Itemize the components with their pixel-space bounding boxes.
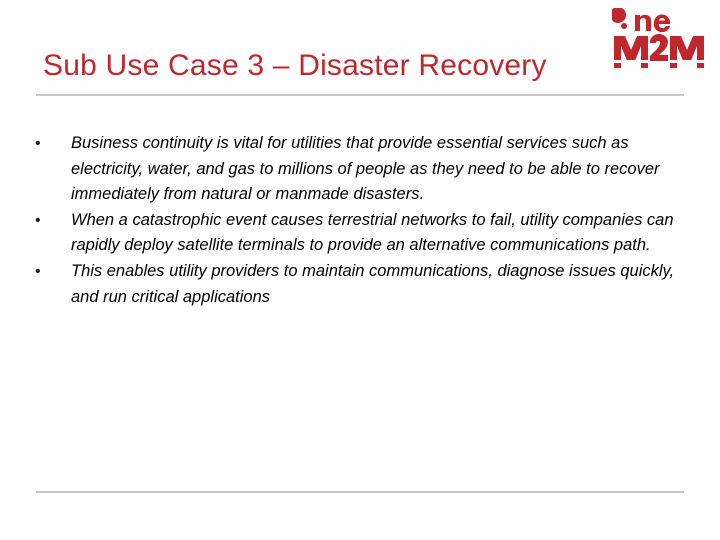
bullet-text: When a catastrophic event causes terrestrial networks to fail, utility companies can rapidly deploy satellite terminals to provide an alternative communications path. (71, 210, 674, 255)
bullet-item (34, 208, 684, 259)
onem2m-logo (612, 8, 710, 74)
bullet-dot-icon: • (35, 262, 41, 280)
bullet-text: Business continuity is vital for utilities that provide essential services such as electricity, water, and gas to millions of people as they need to be able to recover immediately from natural or manmade disasters. (71, 134, 660, 204)
bullet-dot-icon: • (35, 211, 41, 229)
bottom-divider (36, 491, 684, 493)
bullet-item (34, 259, 684, 310)
bullet-text: This enables utility providers to maintain communications, diagnose issues quickly, and run critical applications (71, 261, 675, 306)
top-divider (36, 94, 684, 96)
bullet-dot-icon: • (35, 135, 41, 152)
bullet-item (34, 131, 684, 208)
logo-one-mark (612, 8, 670, 32)
slide-title: Sub Use Case 3 – Disaster Recovery (43, 49, 547, 82)
bullet-list (34, 131, 684, 310)
